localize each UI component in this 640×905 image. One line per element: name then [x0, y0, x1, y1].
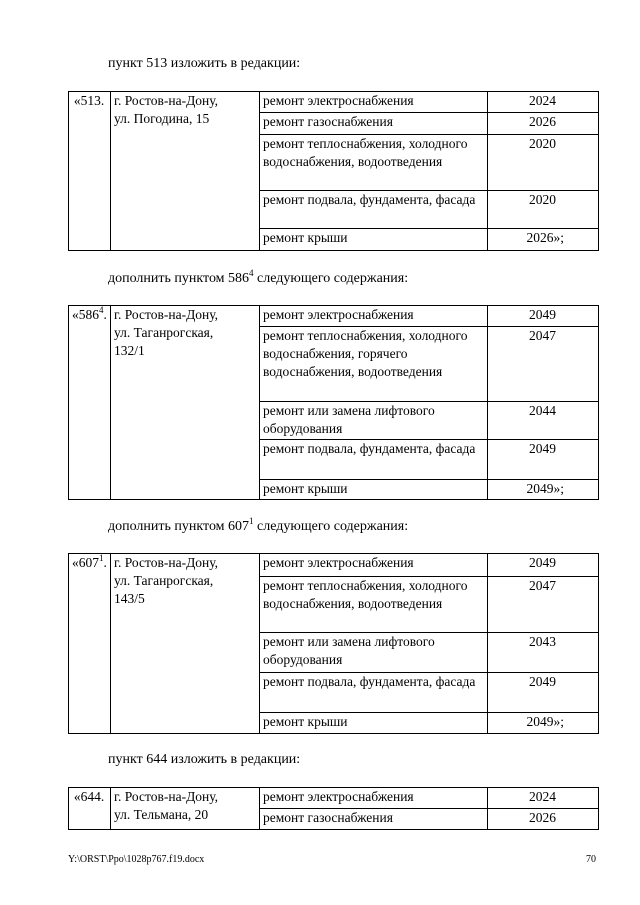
- footer-file-path: Y:\ORST\Ppo\1028p767.f19.docx: [68, 854, 205, 865]
- work-year: 2026: [488, 113, 599, 135]
- work-year: 2047: [488, 327, 599, 402]
- address-street: ул. Таганрогская,: [114, 325, 214, 340]
- intro-paragraph: пункт 644 изложить в редакции:: [108, 752, 301, 767]
- work-year: 2020: [488, 191, 599, 229]
- intro-text: следующего содержания:: [253, 519, 409, 534]
- work-type: ремонт теплоснабжения, холодного водоснабжения, горячего водоснабжения, водоотведения: [260, 327, 488, 402]
- item-number: «$586^4$.: [69, 306, 111, 500]
- intro-paragraph: [108, 516, 409, 535]
- work-type: ремонт электроснабжения: [260, 554, 488, 577]
- item-number: «644.: [69, 788, 111, 830]
- work-year: 2044: [488, 402, 599, 440]
- work-type: ремонт подвала, фундамента, фасада: [260, 440, 488, 480]
- work-year: 2024: [488, 788, 599, 809]
- address-cell: [111, 554, 260, 734]
- address-cell: [111, 306, 260, 500]
- work-year: 2049: [488, 306, 599, 327]
- work-type: ремонт теплоснабжения, холодного водоснабжения, водоотведения: [260, 577, 488, 633]
- work-year: 2049»;: [488, 480, 599, 500]
- work-type: ремонт электроснабжения: [260, 788, 488, 809]
- address-city: г. Ростов-на-Дону,: [114, 307, 219, 322]
- address-cell: [111, 92, 260, 251]
- table-item-607-1: [68, 553, 599, 734]
- work-type: ремонт или замена лифтового оборудования: [260, 633, 488, 673]
- intro-paragraph: пункт 513 изложить в редакции:: [108, 56, 301, 71]
- work-year: 2049»;: [488, 713, 599, 734]
- work-type: ремонт крыши: [260, 229, 488, 251]
- work-type: ремонт или замена лифтового оборудования: [260, 402, 488, 440]
- work-year: 2049: [488, 554, 599, 577]
- intro-text: дополнить пунктом 586: [108, 271, 250, 286]
- work-year: 2049: [488, 440, 599, 480]
- address-city: г. Ростов-на-Дону,: [114, 789, 219, 804]
- item-number: «513.: [69, 92, 111, 251]
- work-year: 2020: [488, 135, 599, 191]
- work-year: 2024: [488, 92, 599, 113]
- address-street: ул. Погодина, 15: [114, 111, 210, 126]
- work-year: 2043: [488, 633, 599, 673]
- superscript: 4: [249, 268, 254, 278]
- address-building: 143/5: [114, 591, 145, 606]
- work-type: ремонт электроснабжения: [260, 306, 488, 327]
- work-year: 2026: [488, 809, 599, 830]
- address-cell: [111, 788, 260, 830]
- footer-page-number: 70: [586, 854, 596, 865]
- table-item-513: [68, 91, 599, 251]
- intro-text: дополнить пунктом 607: [108, 519, 250, 534]
- work-type: ремонт подвала, фундамента, фасада: [260, 673, 488, 713]
- address-street: ул. Таганрогская,: [114, 573, 214, 588]
- work-type: ремонт электроснабжения: [260, 92, 488, 113]
- work-type: ремонт газоснабжения: [260, 113, 488, 135]
- work-type: ремонт крыши: [260, 480, 488, 500]
- superscript: 1: [249, 516, 254, 526]
- item-number: «$607^1$.: [69, 554, 111, 734]
- work-type: ремонт газоснабжения: [260, 809, 488, 830]
- address-building: 132/1: [114, 343, 145, 358]
- table-item-586-4: [68, 305, 599, 500]
- intro-paragraph: [108, 268, 409, 287]
- work-year: 2049: [488, 673, 599, 713]
- address-street: ул. Тельмана, 20: [114, 807, 209, 822]
- work-type: ремонт теплоснабжения, холодного водоснабжения, водоотведения: [260, 135, 488, 191]
- address-city: г. Ростов-на-Дону,: [114, 93, 219, 108]
- work-type: ремонт подвала, фундамента, фасада: [260, 191, 488, 229]
- intro-text: следующего содержания:: [253, 271, 409, 286]
- work-year: 2026»;: [488, 229, 599, 251]
- work-year: 2047: [488, 577, 599, 633]
- table-item-644: [68, 787, 599, 830]
- address-city: г. Ростов-на-Дону,: [114, 555, 219, 570]
- work-type: ремонт крыши: [260, 713, 488, 734]
